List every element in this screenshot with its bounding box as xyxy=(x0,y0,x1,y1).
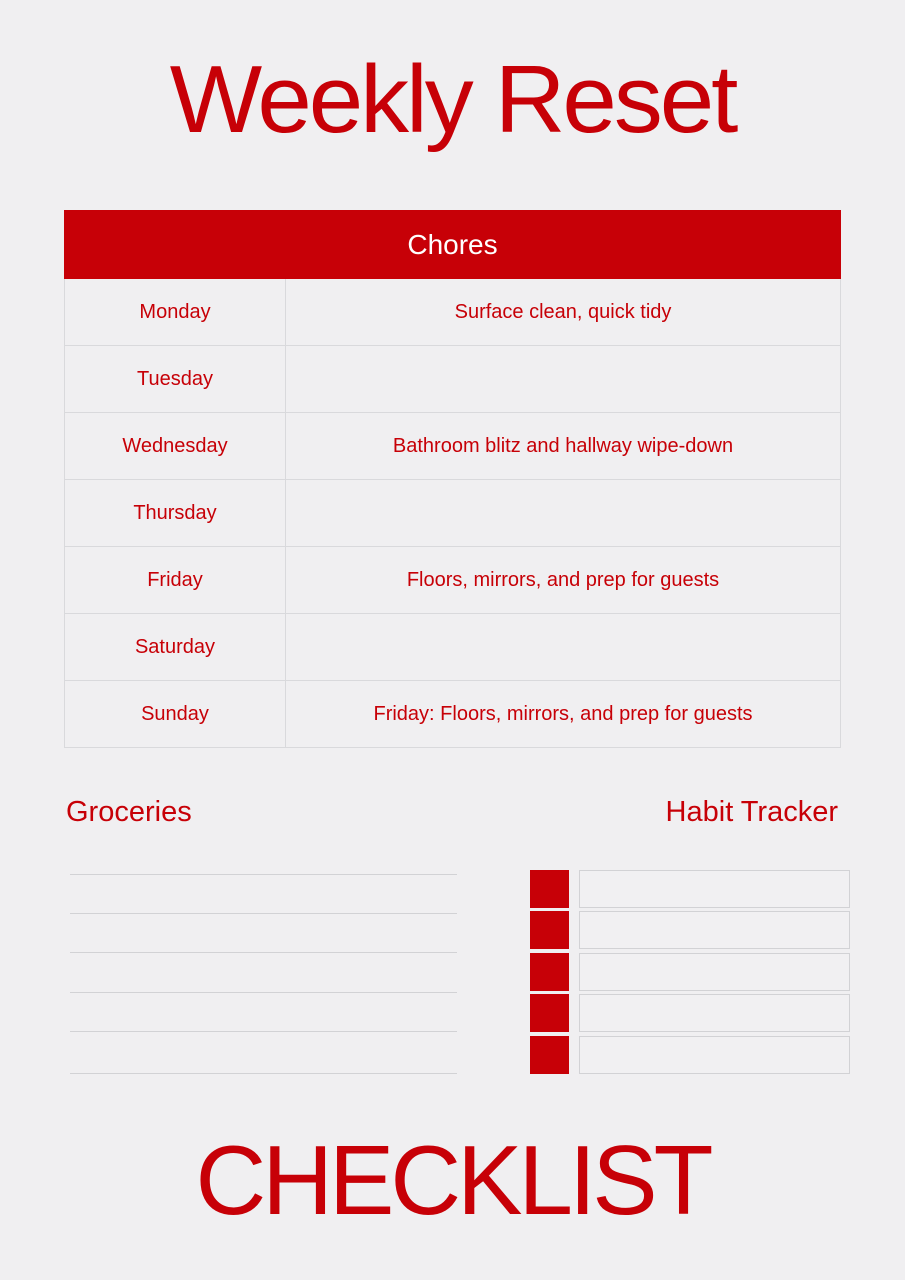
grocery-line[interactable] xyxy=(70,913,457,914)
table-row xyxy=(65,681,841,748)
day-cell: Wednesday xyxy=(65,413,286,480)
habit-checkbox[interactable] xyxy=(530,870,569,908)
day-cell: Saturday xyxy=(65,614,286,681)
day-cell: Friday xyxy=(65,547,286,614)
grocery-line[interactable] xyxy=(70,1073,457,1074)
habit-checkbox[interactable] xyxy=(530,994,569,1032)
task-cell[interactable]: Floors, mirrors, and prep for guests xyxy=(286,547,841,614)
chores-table xyxy=(64,210,841,748)
page-title: Weekly Reset xyxy=(169,46,736,153)
table-row xyxy=(65,547,841,614)
habit-field[interactable] xyxy=(579,911,850,949)
table-row xyxy=(65,279,841,346)
grocery-line[interactable] xyxy=(70,874,457,875)
task-cell[interactable] xyxy=(286,346,841,413)
table-row xyxy=(65,346,841,413)
grocery-line[interactable] xyxy=(70,952,457,953)
habit-field[interactable] xyxy=(579,870,850,908)
table-row xyxy=(65,614,841,681)
habit-field[interactable] xyxy=(579,953,850,991)
chores-header: Chores xyxy=(65,211,841,279)
habit-field[interactable] xyxy=(579,1036,850,1074)
table-row xyxy=(65,413,841,480)
task-cell[interactable] xyxy=(286,614,841,681)
table-row xyxy=(65,480,841,547)
habit-checkbox[interactable] xyxy=(530,1036,569,1074)
day-cell: Sunday xyxy=(65,681,286,748)
grocery-line[interactable] xyxy=(70,1031,457,1032)
task-cell[interactable]: Friday: Floors, mirrors, and prep for guests xyxy=(286,681,841,748)
day-cell: Monday xyxy=(65,279,286,346)
habit-field[interactable] xyxy=(579,994,850,1032)
day-cell: Thursday xyxy=(65,480,286,547)
grocery-line[interactable] xyxy=(70,992,457,993)
task-cell[interactable]: Bathroom blitz and hallway wipe-down xyxy=(286,413,841,480)
groceries-title: Groceries xyxy=(66,796,192,828)
task-cell[interactable] xyxy=(286,480,841,547)
task-cell[interactable]: Surface clean, quick tidy xyxy=(286,279,841,346)
habit-checkbox[interactable] xyxy=(530,953,569,991)
chores-header-row xyxy=(65,211,841,279)
habit-tracker-title: Habit Tracker xyxy=(665,796,838,828)
footer-title: CHECKLIST xyxy=(195,1125,710,1235)
habit-checkbox[interactable] xyxy=(530,911,569,949)
day-cell: Tuesday xyxy=(65,346,286,413)
